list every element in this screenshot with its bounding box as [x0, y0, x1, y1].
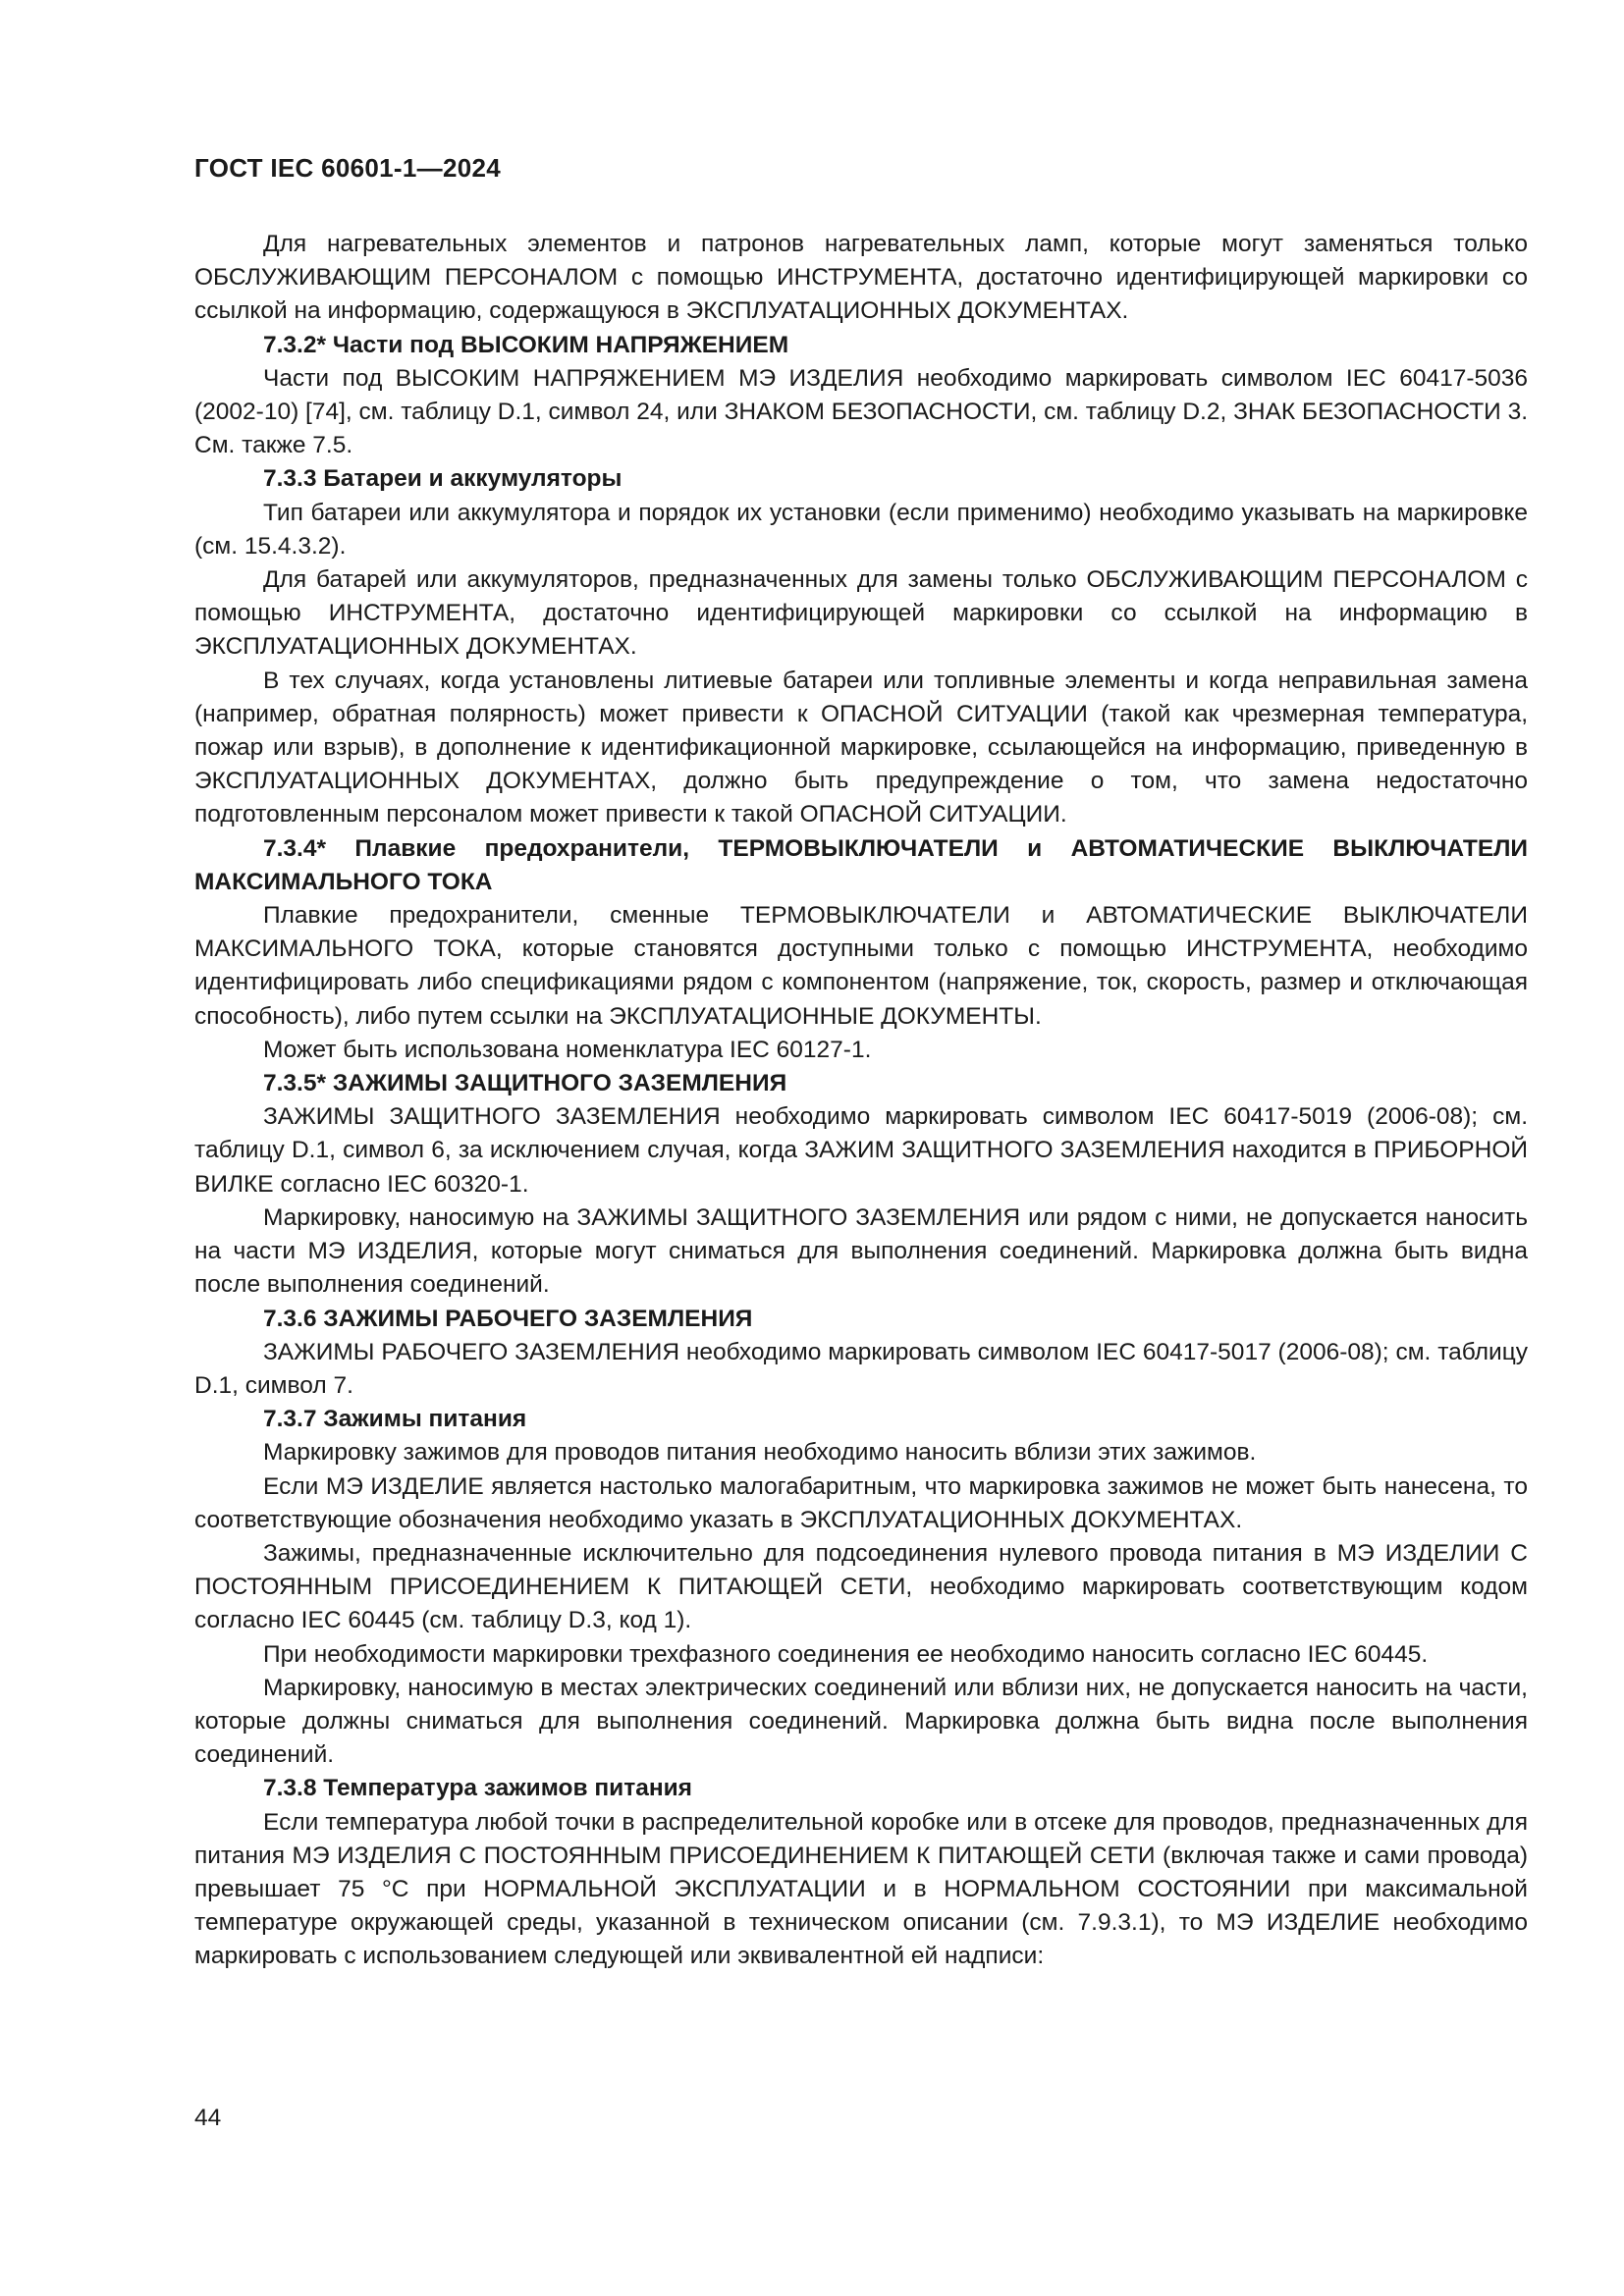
section-heading: 7.3.4* Плавкие предохранители, ТЕРМОВЫКЛЮЧАТЕЛИ и АВТОМАТИЧЕСКИЕ ВЫКЛЮЧАТЕЛИ МАКСИМАЛЬНОГО ТОКА: [194, 834, 1528, 895]
section-heading: 7.3.2* Части под ВЫСОКИМ НАПРЯЖЕНИЕМ: [263, 331, 789, 358]
section-heading: 7.3.5* ЗАЖИМЫ ЗАЩИТНОГО ЗАЗЕМЛЕНИЯ: [263, 1070, 787, 1097]
paragraph: Для нагревательных элементов и патронов нагревательных ламп, которые могут заменяться только ОБСЛУЖИВАЮЩИМ ПЕРСОНАЛОМ с помощью ИНСТРУМЕНТА, достаточно идентифицирующей маркировки со ссылкой на информацию, содержащуюся в ЭКСПЛУАТАЦИОННЫХ ДОКУМЕНТАХ.: [194, 231, 1528, 325]
paragraph: Части под ВЫСОКИМ НАПРЯЖЕНИЕМ МЭ ИЗДЕЛИЯ необходимо маркировать символом IEC 60417-5036 (2002-10) [74], см. таблицу D.1, символ 24, или ЗНАКОМ БЕЗОПАСНОСТИ, см. таблицу D.2, ЗНАК БЕЗОПАСНОСТИ 3. См. также 7.5.: [194, 364, 1529, 459]
paragraph: Если МЭ ИЗДЕЛИЕ является настолько малогабаритным, что маркировка зажимов не может быть нанесена, то соответствующие обозначения необходимо указать в ЭКСПЛУАТАЦИОННЫХ ДОКУМЕНТАХ.: [194, 1472, 1528, 1533]
paragraph: Для батарей или аккумуляторов, предназначенных для замены только ОБСЛУЖИВАЮЩИМ ПЕРСОНАЛОМ с помощью ИНСТРУМЕНТА, достаточно идентифицирующей маркировки со ссылкой на информацию в ЭКСПЛУАТАЦИОННЫХ ДОКУМЕНТАХ.: [194, 566, 1528, 661]
section-heading: 7.3.3 Батареи и аккумуляторы: [263, 465, 623, 493]
paragraph: При необходимости маркировки трехфазного соединения ее необходимо наносить согласно IEC 60445.: [263, 1640, 1429, 1668]
document-body: [194, 228, 1528, 1974]
paragraph: Маркировку зажимов для проводов питания необходимо наносить вблизи этих зажимов.: [263, 1439, 1257, 1467]
paragraph: Если температура любой точки в распределительной коробке или в отсеке для проводов, предназначенных для питания МЭ ИЗДЕЛИЯ С ПОСТОЯННЫМ ПРИСОЕДИНЕНИЕМ К ПИТАЮЩЕЙ СЕТИ (включая также и сами провода) превышает 75 °С при НОРМАЛЬНОЙ ЭКСПЛУАТАЦИИ и в НОРМАЛЬНОМ СОСТОЯНИИ при максимальной температуре окружающей среды, указанной в техническом описании (см. 7.9.3.1), то МЭ ИЗДЕЛИЕ необходимо маркировать с использованием следующей или эквивалентной ей надписи:: [194, 1808, 1528, 1970]
paragraph: ЗАЖИМЫ РАБОЧЕГО ЗАЗЕМЛЕНИЯ необходимо маркировать символом IEC 60417-5017 (2006-08); см. таблицу D.1, символ 7.: [194, 1338, 1528, 1399]
paragraph: Плавкие предохранители, сменные ТЕРМОВЫКЛЮЧАТЕЛИ и АВТОМАТИЧЕСКИЕ ВЫКЛЮЧАТЕЛИ МАКСИМАЛЬНОГО ТОКА, которые становятся доступными только с помощью ИНСТРУМЕНТА, необходимо идентифицировать либо спецификациями рядом с компонентом (напряжение, ток, скорость, размер и отключающая способность), либо путем ссылки на ЭКСПЛУАТАЦИОННЫЕ ДОКУМЕНТЫ.: [194, 902, 1528, 1030]
paragraph: Маркировку, наносимую на ЗАЖИМЫ ЗАЩИТНОГО ЗАЗЕМЛЕНИЯ или рядом с ними, не допускается наносить на части МЭ ИЗДЕЛИЯ, которые могут сниматься для выполнения соединений. Маркировка должна быть видна после выполнения соединений.: [194, 1203, 1528, 1299]
paragraph: Тип батареи или аккумулятора и порядок их установки (если применимо) необходимо указывать на маркировке (см. 15.4.3.2).: [194, 499, 1528, 560]
page-number: 44: [194, 2105, 222, 2131]
paragraph: ЗАЖИМЫ ЗАЩИТНОГО ЗАЗЕМЛЕНИЯ необходимо маркировать символом IEC 60417-5019 (2006-08); см. таблицу D.1, символ 6, за исключением случая, когда ЗАЖИМ ЗАЩИТНОГО ЗАЗЕМЛЕНИЯ находится в ПРИБОРНОЙ ВИЛКЕ согласно IEC 60320-1.: [194, 1103, 1528, 1198]
paragraph: Маркировку, наносимую в местах электрических соединений или вблизи них, не допускается наносить на части, которые должны сниматься для выполнения соединений. Маркировка должна быть видна после выполнения соединений.: [194, 1674, 1528, 1769]
document-header: ГОСТ IEC 60601-1—2024: [194, 153, 501, 183]
paragraph: Зажимы, предназначенные исключительно для подсоединения нулевого провода питания в МЭ ИЗДЕЛИИ С ПОСТОЯННЫМ ПРИСОЕДИНЕНИЕМ К ПИТАЮЩЕЙ СЕТИ, необходимо маркировать соответствующим кодом согласно IEC 60445 (см. таблицу D.3, код 1).: [194, 1539, 1528, 1634]
section-heading: 7.3.7 Зажимы питания: [263, 1406, 527, 1433]
paragraph: В тех случаях, когда установлены литиевые батареи или топливные элементы и когда неправильная замена (например, обратная полярность) может привести к ОПАСНОЙ СИТУАЦИИ (такой как чрезмерная температура, пожар или взрыв), в дополнение к идентификационной маркировке, ссылающейся на информацию, приведенную в ЭКСПЛУАТАЦИОННЫХ ДОКУМЕНТАХ, должно быть предупреждение о том, что замена недостаточно подготовленным персоналом может привести к такой ОПАСНОЙ СИТУАЦИИ.: [194, 667, 1528, 828]
paragraph: Может быть использована номенклатура IEC 60127-1.: [263, 1036, 872, 1063]
section-heading: 7.3.6 ЗАЖИМЫ РАБОЧЕГО ЗАЗЕМЛЕНИЯ: [263, 1305, 753, 1332]
section-heading: 7.3.8 Температура зажимов питания: [263, 1775, 692, 1802]
